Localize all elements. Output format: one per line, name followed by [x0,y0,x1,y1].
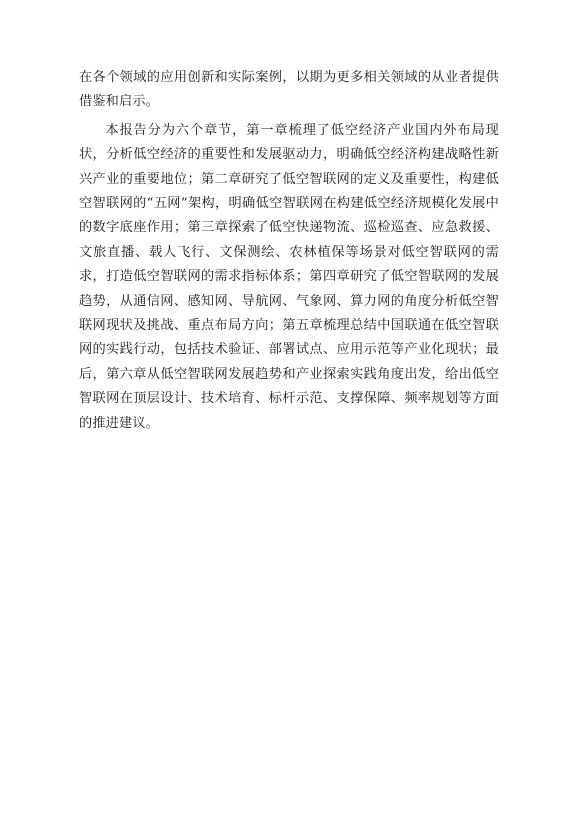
paragraph-continuation: 在各个领域的应用创新和实际案例，以期为更多相关领域的从业者提供借鉴和启示。 [79,70,499,110]
document-body [79,66,499,436]
paragraph-chapter-overview: 本报告分为六个章节，第一章梳理了低空经济产业国内外布局现状，分析低空经济的重要性和发展驱动力，明确低空经济构建战略性新兴产业的重要地位；第二章研究了低空智联网的定义及重要性，构建低空智联网的“五网”架构，明确低空智联网在构建低空经济规模化发展中的数字底座作用；第三章探索了低空快递物流、巡检巡查、应急救援、文旅直播、载人飞行、文保测绘、农林植保等场景对低空智联网的需求，打造低空智联网的需求指标体系；第四章研究了低空智联网的发展趋势，从通信网、感知网、导航网、气象网、算力网的角度分析低空智联网现状及挑战、重点布局方向；第五章梳理总结中国联通在低空智联网的实践行动，包括技术验证、部署试点、应用示范等产业化现状；最后，第六章从低空智联网发展趋势和产业探索实践角度出发，给出低空智联网在顶层设计、技术培育、标杆示范、支撑保障、频率规划等方面的推进建议。 [79,122,499,431]
